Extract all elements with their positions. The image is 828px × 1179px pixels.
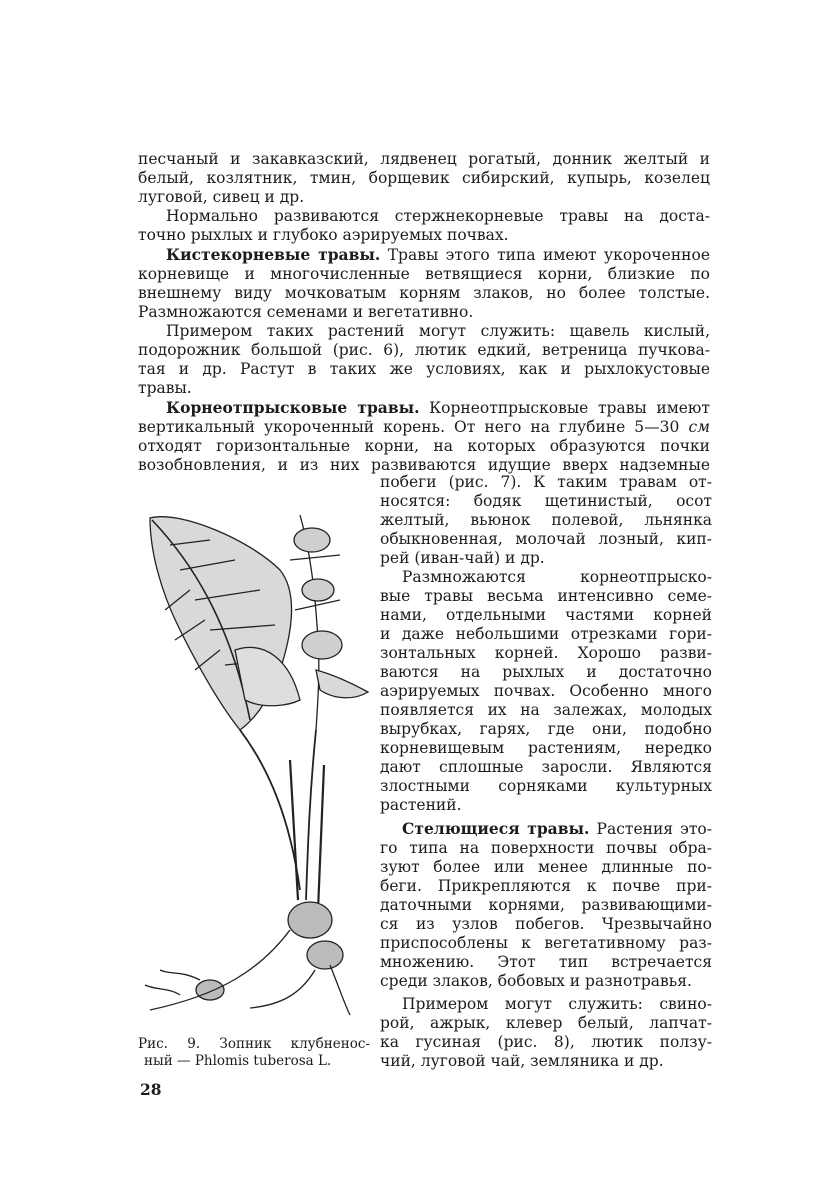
text-line: внешнему виду мочковатым корням злаков, но более толстые.: [138, 284, 710, 302]
text-line: луговой, сивец и др.: [138, 188, 305, 206]
text-line: желтый, вьюнок полевой, льнянка: [380, 511, 712, 529]
text-line: аэрируемых почвах. Особенно много: [380, 682, 712, 700]
text-line: чий, луговой чай, земляника и др.: [380, 1052, 664, 1070]
text-line: белый, козлятник, тмин, борщевик сибирский, купырь, козелец: [138, 169, 710, 187]
text-line: растений.: [380, 796, 462, 814]
caption-line: [138, 1053, 370, 1070]
figure-caption: [138, 1036, 370, 1070]
text-line: возобновления, и из них развиваются идущие вверх надземные: [138, 456, 710, 474]
tuber: [307, 941, 343, 969]
text-line: песчаный и закавказский, лядвенец рогатый, донник желтый и: [138, 150, 710, 168]
caption-text: ный —: [144, 1053, 195, 1069]
text-line: приспособлены к вегетативному раз-: [380, 934, 712, 952]
text-run: Корнеотпрысковые травы имеют: [419, 399, 710, 417]
text-line-with-heading: [380, 819, 712, 839]
text-line: корневищевым растениям, нередко: [380, 739, 712, 757]
text-line: Примером могут служить: свино-: [402, 995, 712, 1013]
plant-illustration: [140, 500, 370, 1020]
caption-latin-name: Phlomis tuberosa L.: [194, 1053, 332, 1069]
text-line: побеги (рис. 7). К таким травам от-: [380, 473, 712, 491]
flower-whorl: [302, 579, 334, 601]
right-column-text: [380, 473, 712, 1071]
unit-label: см: [688, 418, 710, 436]
flower-whorl: [294, 528, 330, 552]
text-line: Примером таких растений могут служить: щавель кислый,: [166, 322, 710, 340]
section-heading: Корнеотпрысковые травы.: [166, 398, 420, 417]
text-line: вые травы весьма интенсивно семе-: [380, 587, 712, 605]
text-line: подорожник большой (рис. 6), лютик едкий, ветреница пучкова-: [138, 341, 710, 359]
text-line: носятся: бодяк щетинистый, осот: [380, 492, 712, 510]
text-line: Нормально развиваются стержнекорневые травы на доста-: [166, 207, 710, 225]
text-line: го типа на поверхности почвы обра-: [380, 839, 712, 857]
small-leaf: [235, 647, 300, 705]
flower-whorl: [302, 631, 342, 659]
text-line: нами, отдельными частями корней: [380, 606, 712, 624]
text-line: рой, ажрык, клевер белый, лапчат-: [380, 1014, 712, 1032]
text-line: Размножаются семенами и вегетативно.: [138, 303, 474, 321]
text-line: ка гусиная (рис. 8), лютик ползу-: [380, 1033, 712, 1051]
text-line: [138, 418, 710, 437]
text-line: тая и др. Растут в таких же условиях, как и рыхлокустовые: [138, 360, 710, 378]
section-heading: Стелющиеся травы.: [402, 819, 590, 838]
text-line: зонтальных корней. Хорошо разви-: [380, 644, 712, 662]
section-heading: Кистекорневые травы.: [166, 245, 381, 264]
text-line: зуют более или менее длинные по-: [380, 858, 712, 876]
text-run: Травы этого типа имеют укороченное: [380, 246, 710, 264]
text-line: рей (иван-чай) и др.: [380, 549, 545, 567]
page-number: 28: [140, 1080, 162, 1099]
full-width-text: [138, 150, 710, 475]
text-line: ваются на рыхлых и достаточно: [380, 663, 712, 681]
bract-leaf: [316, 670, 368, 698]
text-line: и даже небольшими отрезками гори-: [380, 625, 712, 643]
text-line: беги. Прикрепляются к почве при-: [380, 877, 712, 895]
text-run: вертикальный укороченный корень. От него на глубине 5—30: [138, 418, 689, 436]
caption-line: Рис. 9. Зопник клубненос-: [138, 1036, 370, 1052]
text-line: травы.: [138, 379, 192, 397]
text-line: появляется их на залежах, молодых: [380, 701, 712, 719]
text-line: точно рыхлых и глубоко аэрируемых почвах.: [138, 226, 509, 244]
text-line: отходят горизонтальные корни, на которых образуются почки: [138, 437, 710, 455]
text-line: Размножаются корнеотпрыско-: [402, 568, 712, 586]
text-line: злостными сорняками культурных: [380, 777, 712, 795]
text-line: вырубках, гарях, где они, подобно: [380, 720, 712, 738]
text-line: ся из узлов побегов. Чрезвычайно: [380, 915, 712, 933]
text-line: даточными корнями, развивающими-: [380, 896, 712, 914]
text-line: корневище и многочисленные ветвящиеся корни, близкие по: [138, 265, 710, 283]
text-line: множению. Этот тип встречается: [380, 953, 712, 971]
text-line: среди злаков, бобовых и разнотравья.: [380, 972, 692, 990]
tuber: [288, 902, 332, 938]
text-line-with-heading: [138, 398, 710, 418]
text-line: дают сплошные заросли. Являются: [380, 758, 712, 776]
text-line: обыкновенная, молочай лозный, кип-: [380, 530, 712, 548]
tuber: [196, 980, 224, 1000]
text-line-with-heading: [138, 245, 710, 265]
text-run: Растения это-: [589, 820, 713, 838]
